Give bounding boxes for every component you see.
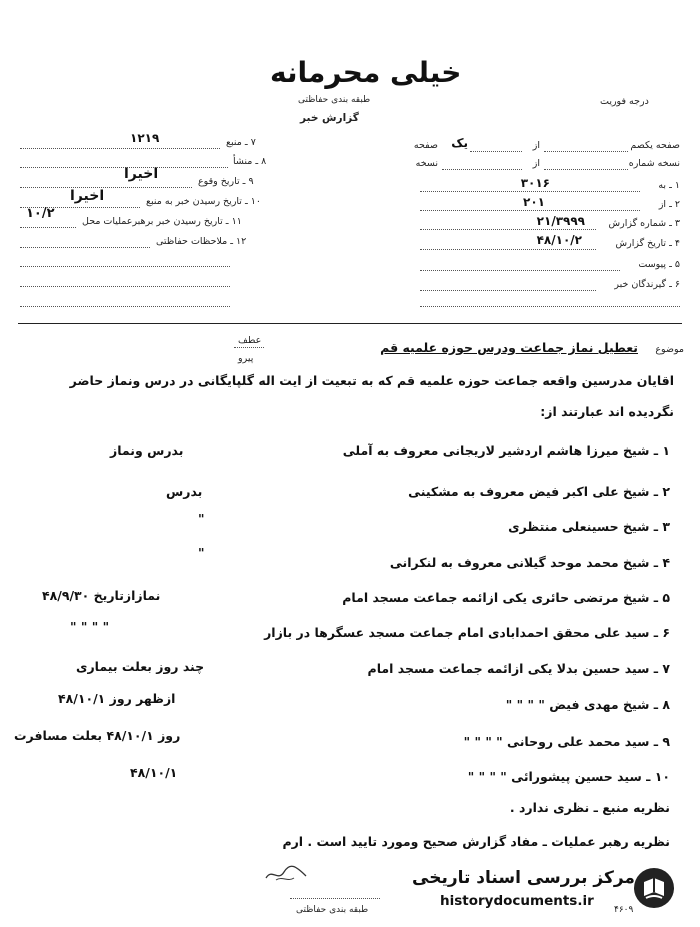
- signature-mark: [262, 862, 310, 886]
- event-date-value: اخیرا: [124, 166, 159, 182]
- item-note: ": [198, 511, 205, 526]
- footer-classification: طبقه بندی حفاظتی: [296, 905, 369, 915]
- to-value: ۳۰۱۶: [520, 176, 550, 190]
- section-divider: [18, 323, 682, 324]
- item-name: شیخ حسینعلی منتظری: [508, 519, 650, 534]
- from-label: ۲ ـ از: [658, 199, 680, 210]
- item-note: ازظهر روز ۴۸/۱۰/۱: [58, 691, 176, 706]
- item-name: سید محمد علی روحانی " " " ": [463, 734, 650, 749]
- item-name: سید علی محقق احمدابادی امام جماعت مسجد عسگرها در بازار: [264, 625, 650, 640]
- list-item: [464, 734, 670, 749]
- page-value: یک: [451, 136, 468, 150]
- item-name: سید حسین بدلا یکی ازائمه جماعت مسجد امام: [367, 661, 650, 676]
- subject-text: تعطیل نماز جماعت ودرس حوزه علمیه قم: [380, 340, 638, 355]
- list-item: [390, 555, 670, 570]
- classification-label: طبقه بندی حفاظتی: [298, 95, 371, 105]
- source-value: ۱۲۱۹: [130, 131, 160, 145]
- attachment-label: ۵ ـ پیوست: [638, 259, 680, 270]
- item-number: ۷ ـ: [653, 661, 670, 676]
- from-value: ۲۰۱: [523, 195, 545, 209]
- item-note: ": [198, 545, 205, 560]
- ref-top-label: عطف: [238, 335, 262, 346]
- archive-logo-icon: [632, 866, 676, 910]
- copy-suffix: نسخه: [415, 158, 438, 169]
- watermark-org: مرکز بررسی اسناد تاریخی: [412, 868, 635, 888]
- list-item: [468, 769, 670, 784]
- report-no-label: ۳ ـ شماره گزارش: [608, 218, 680, 229]
- to-label: ۱ ـ به: [658, 180, 680, 191]
- item-note: بدرس ونماز: [110, 443, 184, 458]
- arrival-ops-value: ۱۰/۲: [26, 206, 55, 221]
- list-item: [508, 519, 670, 534]
- item-number: ۸ ـ: [653, 697, 670, 712]
- item-note: روز ۴۸/۱۰/۱ بعلت مسافرت: [14, 728, 181, 743]
- item-number: ۱۰ ـ: [646, 769, 670, 784]
- subject-label: موضوع: [655, 344, 684, 355]
- security-notes-label: ۱۲ ـ ملاحظات حفاظتی: [156, 236, 247, 247]
- watermark-site: historydocuments.ir: [440, 893, 594, 909]
- ops-opinion: نظریه رهبر عملیات ـ مفاد گزارش صحیح ومورد تایید است . ارم: [282, 834, 670, 849]
- report-date-label: ۴ ـ تاریخ گزارش: [615, 238, 680, 249]
- item-number: ۴ ـ: [653, 555, 670, 570]
- intro-line1: اقایان مدرسین واقعه جماعت حوزه علمیه قم که به تبعیت از ایت اله گلپایگانی در درس ونماز حاضر: [69, 373, 674, 388]
- arrival-ops-label: ۱۱ ـ تاریخ رسیدن خبر برهبرعملیات محل: [82, 216, 242, 227]
- item-number: ۲ ـ: [653, 484, 670, 499]
- item-name: شیخ محمد موحد گیلانی معروف به لنکرانی: [389, 555, 650, 570]
- list-item: [342, 590, 670, 605]
- event-date-label: ۹ ـ تاریخ وقوع: [198, 176, 254, 187]
- item-number: ۹ ـ: [653, 734, 670, 749]
- recipients-label: ۶ ـ گیرندگان خبر: [614, 279, 680, 290]
- item-number: ۶ ـ: [653, 625, 670, 640]
- item-number: ۳ ـ: [653, 519, 670, 534]
- page-label: صفحه یکصم: [630, 140, 680, 151]
- list-item: [506, 697, 670, 712]
- item-note: چند روز بعلت بیماری: [76, 659, 205, 674]
- priority-label: درجه فوریت: [600, 96, 649, 107]
- item-note: نمازازتاریخ ۴۸/۹/۳۰: [42, 588, 161, 603]
- item-number: ۱ ـ: [653, 443, 670, 458]
- item-name: سید حسین پیشورائی " " " ": [467, 769, 642, 784]
- copy-of: از: [532, 158, 540, 169]
- item-number: ۵ ـ: [653, 590, 670, 605]
- arrival-source-label: ۱۰ ـ تاریخ رسیدن خبر به منبع: [146, 196, 261, 207]
- footer-page-code: ۴۶۰۹: [614, 905, 634, 915]
- list-item: [264, 625, 670, 640]
- arrival-source-value: اخیرا: [70, 188, 105, 204]
- copy-label: نسخه شماره: [628, 158, 680, 169]
- report-date-value: ۴۸/۱۰/۲: [536, 233, 582, 247]
- item-name: شیخ مهدی فیض " " " ": [505, 697, 650, 712]
- list-item: [408, 484, 670, 499]
- item-name: شیخ علی اکبر فیض معروف به مشکینی: [408, 484, 650, 499]
- report-type-label: گزارش خبر: [300, 112, 359, 124]
- origin-label: ۸ ـ منشأ: [233, 156, 267, 167]
- page-of: از: [532, 140, 540, 151]
- item-note: ۴۸/۱۰/۱: [130, 765, 178, 780]
- item-name: شیخ میرزا هاشم اردشیر لاریجانی معروف به آملی: [342, 443, 650, 458]
- list-item: [343, 443, 670, 458]
- item-name: شیخ مرتضی حائری یکی ازائمه جماعت مسجد امام: [342, 590, 650, 605]
- list-item: [368, 661, 670, 676]
- ref-bottom-label: پیرو: [238, 353, 254, 364]
- item-note: بدرس: [166, 484, 203, 499]
- source-opinion: نظریه منبع ـ نظری ندارد .: [509, 800, 670, 815]
- intro-line2: نگردیده اند عبارتند از:: [540, 404, 674, 419]
- page-suffix: صفحه: [413, 140, 438, 151]
- report-no-value: ۲۱/۳۹۹۹: [536, 214, 585, 228]
- source-label: ۷ ـ منبع: [226, 137, 256, 148]
- document-title: خیلی محرمانه: [270, 56, 462, 89]
- item-note: " " " ": [70, 619, 110, 634]
